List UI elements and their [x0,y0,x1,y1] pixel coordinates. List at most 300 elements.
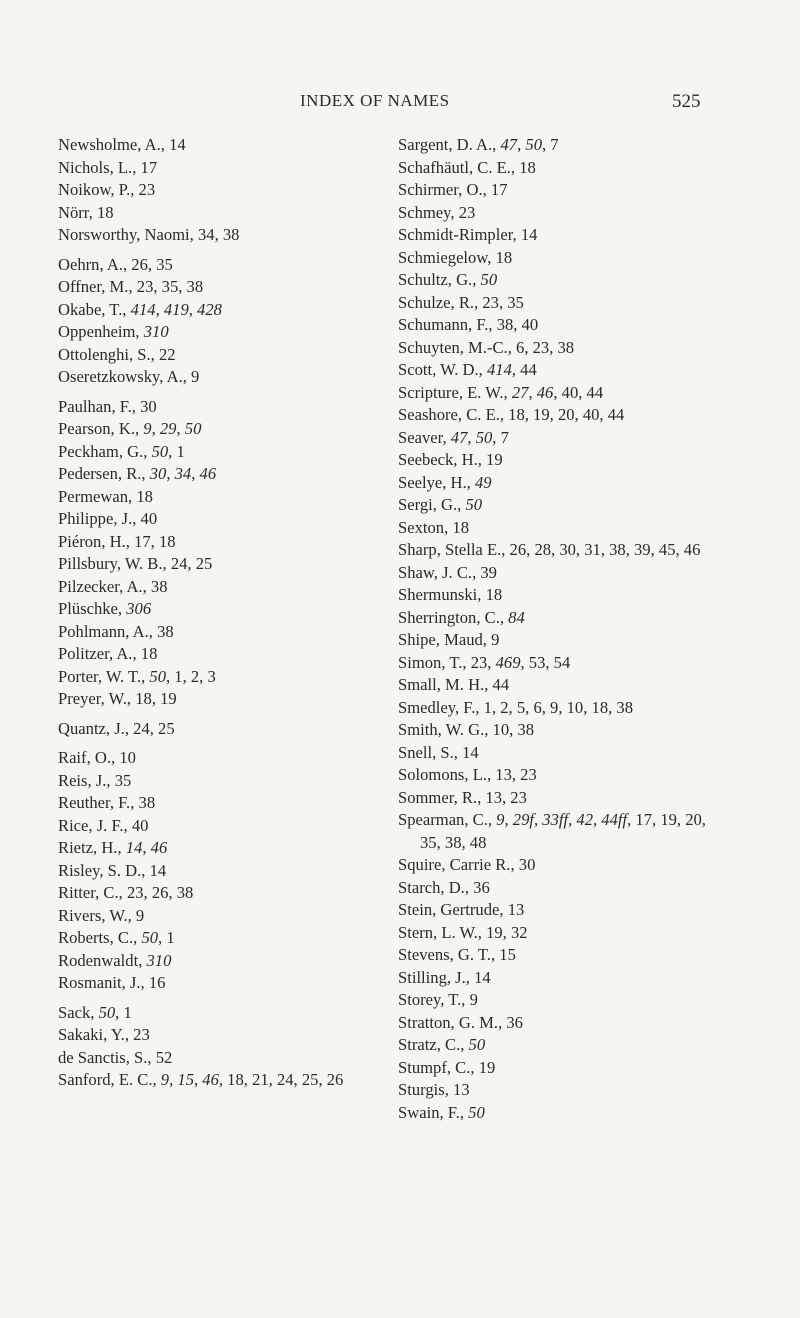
entry-name: Rodenwaldt, [58,950,143,970]
index-entry [58,202,378,225]
page-reference: 18 [96,202,114,222]
index-entry [398,899,728,922]
page-reference: 35 [161,277,179,296]
index-entry [398,1034,728,1057]
page-reference: 32 [510,922,528,942]
entry-name: Schirmer, O., [398,180,487,199]
page-reference: 15 [499,945,516,964]
entry-name: Smith, W. G., [398,720,489,739]
index-entry [58,486,378,509]
page-reference: 50 [468,1102,485,1122]
entry-name: Reis, J., [58,770,111,790]
page-reference: 24 [276,1070,294,1089]
page-reference: 18 [508,405,525,424]
entry-name: Sakaki, Y., [58,1025,129,1044]
page-reference: 52 [155,1047,173,1067]
page-reference: 428 [197,299,222,319]
entry-name: Sommer, R., [398,787,482,807]
index-entry [398,1057,728,1080]
index-entry: Sharp, Stella E., 26, 28, 30, 31, 38, 39, 45, 46 [398,540,701,559]
entry-name: Sturgis, [398,1080,449,1099]
page-reference: 19 [533,405,550,424]
page-reference: 1 [123,1002,132,1022]
page-reference: 14 [520,225,538,244]
entry-name: Schafhäutl, C. E., [398,157,516,177]
index-entry: Rietz, H., 14, 46 [58,838,168,857]
page-reference: 25 [301,1070,319,1089]
entry-name: Swain, F., [398,1102,464,1122]
page-reference: 1 [176,441,185,461]
page-reference: 18 [136,486,153,506]
page-reference: 20 [685,810,702,829]
index-entry: Porter, W. T., 50, 1, 2, 3 [58,666,216,686]
index-entry [58,157,378,180]
page-reference: 23 [520,765,537,784]
entry-name: Schuyten, M.-C., [398,337,512,357]
index-entry: Oehrn, A., 26, 35 [58,254,173,274]
page-reference: 310 [143,322,169,341]
index-column-right [398,134,728,1131]
page-reference: 46 [536,382,554,402]
page-reference: 18 [135,689,152,708]
page-reference: 17 [134,531,151,551]
page-reference: 19 [478,1057,496,1077]
index-entry: Schulze, R., 23, 35 [398,292,524,312]
page-reference: 26 [509,540,527,559]
index-entry [58,508,378,531]
page-reference: 19 [660,810,677,829]
index-entry [398,877,728,900]
index-entry [398,562,728,585]
page-reference: 46 [150,838,168,857]
entry-name: Smedley, F., [398,697,480,717]
page-reference: 46 [202,1070,219,1089]
page-reference: 28 [534,540,552,559]
index-entry: Scripture, E. W., 27, 46, 40, 44 [398,382,604,402]
index-entry [398,944,728,967]
index-entry: Scott, W. D., 414, 44 [398,360,537,379]
page-reference: 39 [480,562,497,582]
page-reference: 23 [126,883,144,902]
entry-name: Raif, O., [58,748,116,767]
page-reference: 48 [469,832,487,852]
entry-name: Rice, J. F., [58,815,128,835]
entry-name: Sack, [58,1002,95,1022]
page-reference: 50 [475,427,493,447]
index-entry: Norsworthy, Naomi, 34, 38 [58,225,240,244]
entry-name: Schulze, R., [398,292,479,312]
entry-name: Sanford, E. C., [58,1070,157,1089]
page-reference: 30 [559,540,576,559]
index-entry: Pillsbury, W. B., 24, 25 [58,554,213,573]
page-reference: 38 [150,576,168,596]
page-reference: 29f [512,810,534,829]
page-reference: 38 [186,277,204,296]
index-entry [398,472,728,495]
page-reference: 44 [520,360,537,379]
index-entry: Offner, M., 23, 35, 38 [58,277,204,296]
entry-name: Pohlmann, A., [58,621,153,641]
index-entry [58,815,378,838]
index-entry [58,1047,378,1070]
index-letter-group [58,134,378,247]
page-reference: 23 [133,1025,150,1044]
page-reference: 24 [133,718,150,738]
entry-name: Nörr, [58,202,93,222]
index-entry [58,747,378,770]
entry-name: Simon, T., [398,652,467,672]
entry-name: Newsholme, A., [58,135,165,154]
page-reference: 14 [169,135,186,154]
index-column-left [58,134,378,1099]
page-reference: 9 [135,905,145,925]
page-number: 525 [672,91,701,112]
index-entry [398,607,728,630]
entry-name: Seelye, H., [398,472,471,492]
entry-name: Plüschke, [58,599,123,618]
index-entry [58,905,378,928]
index-entry [58,396,378,419]
index-entry: Smedley, F., 1, 2, 5, 6, 9, 10, 18, 38 [398,697,633,717]
page-reference: 6 [516,337,525,357]
index-entry [398,742,728,765]
page-reference: 23 [482,292,499,312]
page-reference: 50 [141,928,159,947]
entry-name: Shaw, J. C., [398,562,477,582]
page-reference: 5 [516,697,526,717]
index-entry: Schuyten, M.-C., 6, 23, 38 [398,337,575,357]
page-reference: 20 [557,405,575,424]
page-reference: 13 [485,787,502,807]
page-reference: 18 [519,157,536,177]
page-reference: 18 [452,517,469,537]
page-reference: 38 [517,720,535,739]
page-reference: 9 [550,697,559,717]
page-reference: 26 [151,883,169,902]
page-reference: 13 [507,900,525,919]
index-entry [58,972,378,995]
index-entry [398,269,728,292]
page-reference: 19 [486,922,503,942]
entry-name: Sharp, Stella E., [398,540,506,559]
page-reference: 419 [163,299,189,319]
page-reference: 38 [176,883,194,902]
page-reference: 7 [500,427,509,447]
index-entry [398,247,728,270]
page-reference: 3 [207,666,216,686]
page-reference: 17 [490,180,508,199]
entry-name: Schmey, [398,202,455,222]
page-reference: 14 [474,967,491,987]
index-entry [398,179,728,202]
page-reference: 7 [550,135,559,154]
page-reference: 36 [506,1012,523,1032]
page-reference: 25 [158,718,175,738]
page-reference: 310 [146,950,172,970]
index-letter-group [58,718,378,741]
index-entry [398,157,728,180]
index-entry: Sack, 50, 1 [58,1002,132,1022]
index-letter-group [398,134,728,1124]
page-reference: 36 [473,877,490,897]
page-reference: 23 [532,337,550,357]
index-entry: Seaver, 47, 50, 7 [398,427,509,447]
entry-name: Philippe, J., [58,509,137,528]
page-reference: 26 [131,254,148,274]
page-reference: 10 [492,720,510,739]
page-reference: 19 [486,450,503,469]
page-reference: 44ff [601,810,628,829]
page-reference: 84 [508,607,525,627]
running-title: INDEX OF NAMES [300,91,450,110]
index-entry [58,792,378,815]
page-reference: 21 [252,1070,269,1089]
index-letter-group [58,747,378,995]
page-reference: 50 [151,441,169,461]
index-letter-group [58,396,378,711]
index-entry: Seashore, C. E., 18, 19, 20, 40, 44 [398,405,625,424]
entry-name: Sherrington, C., [398,607,505,627]
page-header [0,91,800,115]
page-reference: 46 [199,464,217,483]
page-reference: 9 [160,1070,170,1089]
page-reference: 6 [533,697,542,717]
entry-name: Nichols, L., [58,157,137,177]
page-reference: 38 [496,315,514,334]
page-reference: 29 [159,419,177,438]
entry-name: Storey, T., [398,990,466,1009]
index-entry [398,854,728,877]
page-reference: 18 [591,697,609,717]
page-reference: 19 [160,689,177,708]
page-reference: 30 [518,855,536,874]
entry-name: Small, M. H., [398,675,489,694]
entry-name: Stein, Gertrude, [398,900,504,919]
index-entry: Sommer, R., 13, 23 [398,787,527,807]
page-reference: 16 [148,973,166,992]
page-reference: 50 [465,495,483,514]
index-entry: Pearson, K., 9, 29, 50 [58,419,202,438]
page-reference: 27 [511,382,529,402]
page-reference: 39 [634,540,651,559]
page-reference: 38 [616,697,633,717]
entry-name: Risley, S. D., [58,860,146,880]
entry-name: Schmiegelow, [398,247,492,267]
entry-name: Scott, W. D., [398,360,483,379]
entry-name: Norsworthy, Naomi, [58,225,194,244]
entry-name: Stratz, C., [398,1035,465,1054]
index-entry [398,449,728,472]
page-reference: 38 [609,540,626,559]
entry-name: Sergi, G., [398,495,462,514]
page-reference: 17 [635,810,653,829]
entry-name: Sexton, [398,517,449,537]
entry-name: Stilling, J., [398,967,470,987]
index-entry [398,1102,728,1125]
page-reference: 9 [496,810,505,829]
index-letter-group [58,1002,378,1092]
entry-name: Starch, D., [398,877,469,897]
page-reference: 40 [131,815,149,835]
page-reference: 414 [486,360,512,379]
page-reference: 10 [119,748,136,767]
page-reference: 10 [566,697,584,717]
page-reference: 2 [190,666,200,686]
page-reference: 53 [528,652,546,672]
index-letter-group [58,254,378,389]
index-entry: Roberts, C., 50, 1 [58,928,175,947]
entry-name: Ottolenghi, S., [58,344,155,364]
entry-name: Oehrn, A., [58,254,128,274]
index-entry: Preyer, W., 18, 19 [58,689,177,708]
entry-name: Spearman, C., [398,810,493,829]
index-entry: Piéron, H., 17, 18 [58,531,176,551]
page-reference: 40 [561,382,579,402]
page-reference: 23 [458,202,476,222]
page-reference: 469 [495,652,521,672]
page-reference: 35 [156,254,173,274]
entry-name: Okabe, T., [58,299,127,319]
page-reference: 30 [149,464,167,483]
entry-name: Pilzecker, A., [58,576,147,596]
index-entry: Smith, W. G., 10, 38 [398,720,535,739]
entry-name: Roberts, C., [58,928,138,947]
index-entry [58,179,378,202]
page-reference: 40 [582,405,600,424]
entry-name: Schumann, F., [398,315,493,334]
index-entry [58,344,378,367]
entry-name: Pearson, K., [58,419,140,438]
page-reference: 38 [444,832,462,852]
page-reference: 30 [140,396,157,416]
page-reference: 18 [485,585,503,604]
entry-name: Seaver, [398,427,447,447]
page-reference: 34 [197,225,215,244]
entry-name: Stratton, G. M., [398,1012,503,1032]
page-reference: 414 [130,299,156,319]
entry-name: Politzer, A., [58,644,137,663]
page-reference: 31 [584,540,601,559]
page-reference: 22 [158,344,176,364]
index-entry: Simon, T., 23, 469, 53, 54 [398,652,571,672]
page-reference: 54 [553,652,571,672]
page-reference: 9 [469,990,478,1009]
page-reference: 1 [166,928,175,947]
index-entry: Peckham, G., 50, 1 [58,441,185,461]
page-reference: 44 [607,405,625,424]
page-reference: 14 [125,838,143,857]
index-entry [58,134,378,157]
entry-name: Shermunski, [398,585,482,604]
page-reference: 306 [126,599,152,618]
index-entry [398,584,728,607]
index-entry [398,517,728,540]
page-reference: 50 [468,1035,486,1054]
page-reference: 23 [138,180,156,199]
page-reference: 33ff [542,810,569,829]
index-entry: Okabe, T., 414, 419, 428 [58,299,222,319]
page-reference: 23 [510,787,527,807]
entry-name: Snell, S., [398,742,458,762]
page-reference: 2 [500,697,509,717]
page-reference: 23 [470,652,488,672]
page-reference: 47 [500,135,518,154]
page-reference: 26 [326,1070,344,1089]
page-reference: 18 [227,1070,244,1089]
entry-name: Stumpf, C., [398,1057,475,1077]
entry-name: Permewan, [58,486,133,506]
page-reference: 18 [158,531,176,551]
page-reference: 13 [495,765,512,784]
entry-name: Squire, Carrie R., [398,855,515,874]
index-entry [398,202,728,225]
page-reference: 38 [557,337,575,357]
index-entry [398,494,728,517]
entry-name: Shipe, Maud, [398,630,487,649]
page-reference: 44 [586,382,604,402]
index-entry [58,1024,378,1047]
entry-name: Oseretzkowsky, A., [58,367,187,386]
entry-name: Scripture, E. W., [398,382,508,402]
page-reference: 24 [170,554,188,573]
entry-name: Reuther, F., [58,793,135,812]
index-entry [58,860,378,883]
index-entry [398,967,728,990]
page-reference: 1 [174,666,183,686]
index-entry [398,989,728,1012]
index-entry: Sargent, D. A., 47, 50, 7 [398,135,559,154]
page-reference: 14 [149,860,167,880]
entry-name: Sargent, D. A., [398,135,497,154]
entry-name: Seashore, C. E., [398,405,504,424]
page-reference: 49 [474,472,492,492]
page-reference: 15 [177,1070,194,1089]
page-reference: 9 [191,367,200,386]
entry-name: Stern, L. W., [398,922,482,942]
page-reference: 1 [483,697,492,717]
entry-name: Noikow, P., [58,180,135,199]
index-entry: Solomons, L., 13, 23 [398,765,537,784]
page-reference: 35 [507,292,524,312]
entry-name: Rietz, H., [58,838,122,857]
entry-name: Porter, W. T., [58,666,146,686]
page-reference: 50 [149,666,166,686]
entry-name: Preyer, W., [58,689,132,708]
entry-name: Solomons, L., [398,765,492,784]
page-reference: 18 [495,247,513,267]
entry-name: Rivers, W., [58,905,132,925]
page-reference: 9 [143,419,152,438]
page-reference: 25 [195,554,213,573]
page-reference: 13 [453,1080,470,1099]
index-entry: Spearman, C., 9, 29f, 33ff, 42, 44ff, 17, 19, 20, 35, 38, 48 [398,810,706,852]
entry-name: de Sanctis, S., [58,1047,152,1067]
entry-name: Offner, M., [58,277,133,296]
index-entry [58,770,378,793]
index-entry: Sanford, E. C., 9, 15, 46, 18, 21, 24, 25, 26 [58,1070,344,1089]
entry-name: Schmidt-Rimpler, [398,225,517,244]
page-reference: 45 [658,540,676,559]
page-reference: 38 [138,793,156,812]
page-reference: 46 [683,540,701,559]
entry-name: Pedersen, R., [58,464,146,483]
index-entry: Ritter, C., 23, 26, 38 [58,883,194,902]
page-reference: 40 [521,315,539,334]
page-reference: 35 [420,832,437,852]
index-entry [398,1079,728,1102]
page-reference: 9 [491,630,500,649]
page-reference: 50 [98,1002,116,1022]
